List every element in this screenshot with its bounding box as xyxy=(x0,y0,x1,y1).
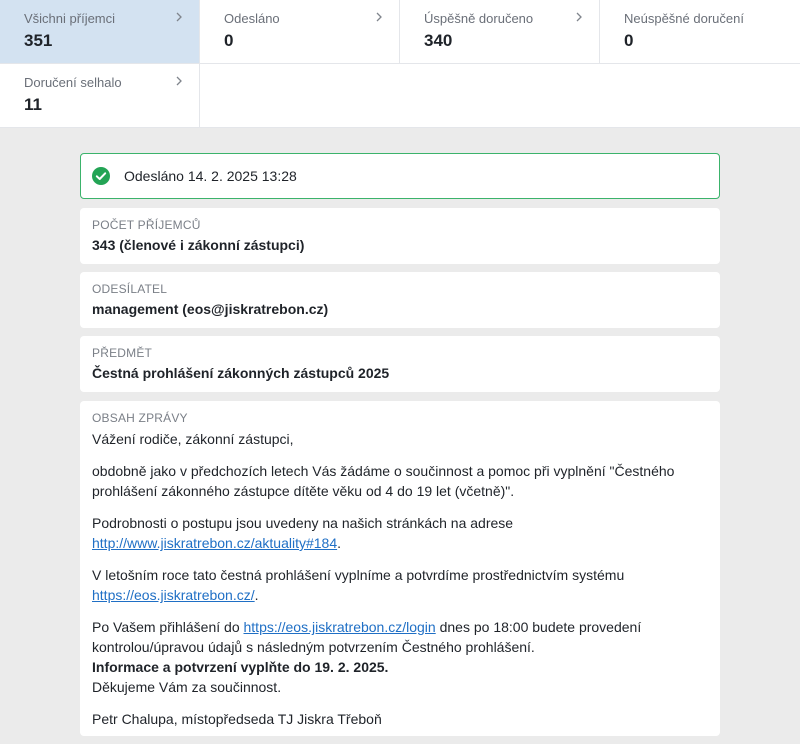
stat-label: Úspěšně doručeno xyxy=(424,11,534,26)
paragraph-text: . xyxy=(254,587,259,603)
deadline-text: Informace a potvrzení vyplňte do 19. 2. 2025. xyxy=(92,659,389,675)
check-circle-icon xyxy=(92,167,110,185)
message-paragraph: obdobně jako v předchozích letech Vás žádáme o součinnost a pomoc při vyplnění "Čestného prohlášení zákonného zástupce dítěte věku od 4 do 19 let (včetně)". xyxy=(92,463,675,499)
stat-label: Všichni příjemci xyxy=(24,11,116,26)
sender-card xyxy=(80,272,720,328)
stat-value: 11 xyxy=(24,95,42,114)
sent-status-text: Odesláno 14. 2. 2025 13:28 xyxy=(124,168,297,184)
message-body xyxy=(92,429,702,741)
subject-card xyxy=(80,336,720,392)
message-body-card xyxy=(80,401,720,736)
chevron-right-icon xyxy=(174,76,184,86)
message-caption: OBSAH ZPRÁVY xyxy=(92,411,188,425)
message-paragraph xyxy=(92,617,702,697)
stat-value: 340 xyxy=(424,31,453,50)
delivery-stats xyxy=(0,0,800,128)
subject-value: Čestná prohlášení zákonných zástupců 2025 xyxy=(92,365,390,381)
message-paragraph xyxy=(92,565,702,605)
news-link[interactable]: http://www.jiskratrebon.cz/aktuality#184 xyxy=(92,535,338,551)
stat-delivery-failed[interactable] xyxy=(0,64,200,128)
recipients-caption: POČET PŘÍJEMCŮ xyxy=(92,218,201,232)
signature: Petr Chalupa, místopředseda TJ Jiskra Třeboň xyxy=(92,711,382,727)
subject-caption: PŘEDMĚT xyxy=(92,346,153,360)
stat-label: Neúspěšné doručení xyxy=(624,11,744,26)
message-paragraph xyxy=(92,513,702,553)
chevron-right-icon xyxy=(574,12,584,22)
paragraph-text: Po Vašem přihlášení do xyxy=(92,619,244,635)
stat-sent[interactable] xyxy=(200,0,400,64)
thanks-text: Děkujeme Vám za součinnost. xyxy=(92,679,282,695)
paragraph-text: dnes po 18:00 budete provedení kontrolou/úpravou údajů s následným potvrzením Čestného prohlášení. xyxy=(92,619,642,655)
stat-value: 0 xyxy=(624,31,634,50)
eos-link[interactable]: https://eos.jiskratrebon.cz/ xyxy=(92,587,255,603)
stat-delivered[interactable] xyxy=(400,0,600,64)
sent-status-banner xyxy=(80,153,720,199)
stat-label: Doručení selhalo xyxy=(24,75,122,90)
recipients-value: 343 (členové i zákonní zástupci) xyxy=(92,237,305,253)
stat-value: 351 xyxy=(24,31,53,50)
chevron-right-icon xyxy=(374,12,384,22)
sender-value: management (eos@jiskratrebon.cz) xyxy=(92,301,329,317)
eos-login-link[interactable]: https://eos.jiskratrebon.cz/login xyxy=(243,619,436,635)
chevron-right-icon xyxy=(174,12,184,22)
recipients-count-card xyxy=(80,208,720,264)
stat-value: 0 xyxy=(224,31,234,50)
paragraph-text: V letošním roce tato čestná prohlášení vyplníme a potvrdíme prostřednictvím systému xyxy=(92,567,625,583)
paragraph-text: Podrobnosti o postupu jsou uvedeny na našich stránkách na adrese xyxy=(92,515,514,531)
stat-label: Odesláno xyxy=(224,11,280,26)
stats-filler xyxy=(200,64,800,128)
sender-caption: ODESÍLATEL xyxy=(92,282,168,296)
paragraph-text: . xyxy=(337,535,342,551)
message-greeting: Vážení rodiče, zákonní zástupci, xyxy=(92,431,294,447)
stat-undelivered[interactable] xyxy=(600,0,800,64)
stat-all-recipients[interactable] xyxy=(0,0,200,64)
